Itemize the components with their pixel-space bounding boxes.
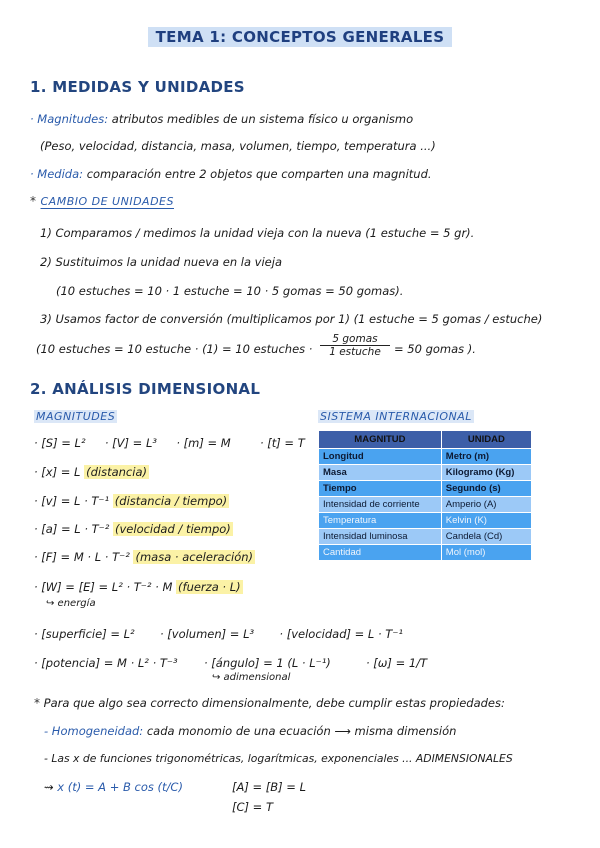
formula-surface: · [S] = L² <box>34 436 86 450</box>
fraction-denominator: 1 estuche <box>329 346 381 358</box>
table-row <box>319 449 532 465</box>
homogeneidad-text: cada monomio de una ecuación ⟶ misma dimensión <box>146 724 457 738</box>
si-header-unidad: UNIDAD <box>441 431 531 449</box>
magnitudes-label: · Magnitudes: <box>30 112 109 126</box>
step2: 2) Sustituimos la unidad nueva en la vieja <box>40 255 282 269</box>
note-star: * <box>34 696 40 710</box>
table-cell: Tiempo <box>319 481 442 497</box>
table-cell: Masa <box>319 465 442 481</box>
formula-work-note: (fuerza · L) <box>178 580 241 594</box>
table-row <box>319 497 532 513</box>
magnitudes-text: atributos medibles de un sistema físico u organismo <box>111 112 414 126</box>
step3-example-right: = 50 gomas ). <box>394 342 476 356</box>
star-bullet: * <box>30 194 37 208</box>
formula-velocity-note: (distancia / tiempo) <box>114 494 228 508</box>
formula-energy: ↪ energía <box>46 598 96 609</box>
formula-force: · [F] = M · L · T⁻² <box>34 550 130 564</box>
table-row <box>319 545 532 561</box>
table-cell: Amperio (A) <box>441 497 531 513</box>
step3-example-left: (10 estuches = 10 estuche · (1) = 10 estuches · <box>36 342 313 356</box>
step3-example <box>36 342 312 356</box>
page-title: TEMA 1: CONCEPTOS GENERALES <box>0 28 600 46</box>
example-equation: x (t) = A + B cos (t/C) <box>57 780 183 794</box>
formula-row-5 <box>34 550 255 564</box>
homogeneidad-row <box>44 724 456 738</box>
homogeneidad-label: - Homogeneidad: <box>44 724 144 738</box>
section2-heading: 2. ANÁLISIS DIMENSIONAL <box>30 380 261 398</box>
formula-potencia: · [potencia] = M · L² · T⁻³ <box>34 656 178 670</box>
table-cell: Intensidad de corriente <box>319 497 442 513</box>
medida-definition <box>30 167 432 181</box>
table-cell: Kelvin (K) <box>441 513 531 529</box>
cambio-heading: CAMBIO DE UNIDADES <box>40 195 174 208</box>
example-dims-1: [A] = [B] = L <box>232 780 307 794</box>
table-row <box>319 529 532 545</box>
table-row <box>319 481 532 497</box>
example-arrow-icon: ⇝ <box>44 780 54 794</box>
formula-velocidad: · [velocidad] = L · T⁻¹ <box>279 627 404 641</box>
formula-superficie: · [superficie] = L² <box>34 627 135 641</box>
table-cell: Intensidad luminosa <box>319 529 442 545</box>
formula-omega: · [ω] = 1/T <box>366 656 428 670</box>
formula-adimensional: ↪ adimensional <box>212 672 291 683</box>
formula-acceleration: · [a] = L · T⁻² <box>34 522 110 536</box>
step2-example: (10 estuches = 10 · 1 estuche = 10 · 5 gomas = 50 gomas). <box>56 284 404 298</box>
table-row <box>319 465 532 481</box>
formula-velocity: · [v] = L · T⁻¹ <box>34 494 110 508</box>
formula-distance-note: (distancia) <box>86 465 147 479</box>
table-cell: Mol (mol) <box>441 545 531 561</box>
fraction-numerator: 5 gomas <box>320 333 390 346</box>
formula-row-2 <box>34 465 149 479</box>
si-units-table <box>318 430 532 561</box>
formula-angulo: · [ángulo] = 1 (L · L⁻¹) <box>204 656 331 670</box>
medida-label: · Medida: <box>30 167 84 181</box>
table-cell: Cantidad <box>319 545 442 561</box>
si-table-header <box>319 431 532 449</box>
conversion-fraction <box>320 333 390 358</box>
formula-volume: · [V] = L³ <box>104 436 157 450</box>
table-cell: Segundo (s) <box>441 481 531 497</box>
note-text: Para que algo sea correcto dimensionalmente, debe cumplir estas propiedades: <box>43 696 505 710</box>
formula-force-note: (masa · aceleración) <box>135 550 254 564</box>
si-heading: SISTEMA INTERNACIONAL <box>320 410 472 423</box>
section1-heading: 1. MEDIDAS Y UNIDADES <box>30 78 245 96</box>
magnitudes-definition <box>30 112 413 126</box>
table-cell: Candela (Cd) <box>441 529 531 545</box>
formula-time: · [t] = T <box>259 436 305 450</box>
step1: 1) Comparamos / medimos la unidad vieja con la nueva (1 estuche = 5 gr). <box>40 226 475 240</box>
magnitudes-examples: (Peso, velocidad, distancia, masa, volumen, tiempo, temperatura ...) <box>40 139 436 153</box>
table-cell: Kilogramo (Kg) <box>441 465 531 481</box>
step3: 3) Usamos factor de conversión (multiplicamos por 1) (1 estuche = 5 gomas / estuche) <box>40 312 543 326</box>
si-header-magnitud: MAGNITUD <box>319 431 442 449</box>
formula-mass: · [m] = M <box>176 436 231 450</box>
table-cell: Metro (m) <box>441 449 531 465</box>
formula-volumen: · [volumen] = L³ <box>159 627 255 641</box>
example-row <box>44 780 183 794</box>
cambio-heading-row <box>30 194 174 208</box>
formula-row-1 <box>34 436 305 450</box>
trig-row: - Las x de funciones trigonométricas, logarítmicas, exponenciales ... ADIMENSIONALES <box>44 752 513 765</box>
table-cell: Temperatura <box>319 513 442 529</box>
table-cell: Longitud <box>319 449 442 465</box>
formula-work: · [W] = [E] = L² · T⁻² · M <box>34 580 173 594</box>
dimensional-note <box>34 696 505 710</box>
table-row <box>319 513 532 529</box>
medida-text: comparación entre 2 objetos que comparten una magnitud. <box>86 167 432 181</box>
formula-row-7 <box>34 627 403 641</box>
formula-row-4 <box>34 522 233 536</box>
magnitudes-heading: MAGNITUDES <box>36 410 116 423</box>
example-dims-2: [C] = T <box>232 800 273 814</box>
formula-row-3 <box>34 494 229 508</box>
formula-acceleration-note: (velocidad / tiempo) <box>115 522 231 536</box>
formula-row-6 <box>34 580 243 594</box>
formula-distance: · [x] = L <box>34 465 81 479</box>
